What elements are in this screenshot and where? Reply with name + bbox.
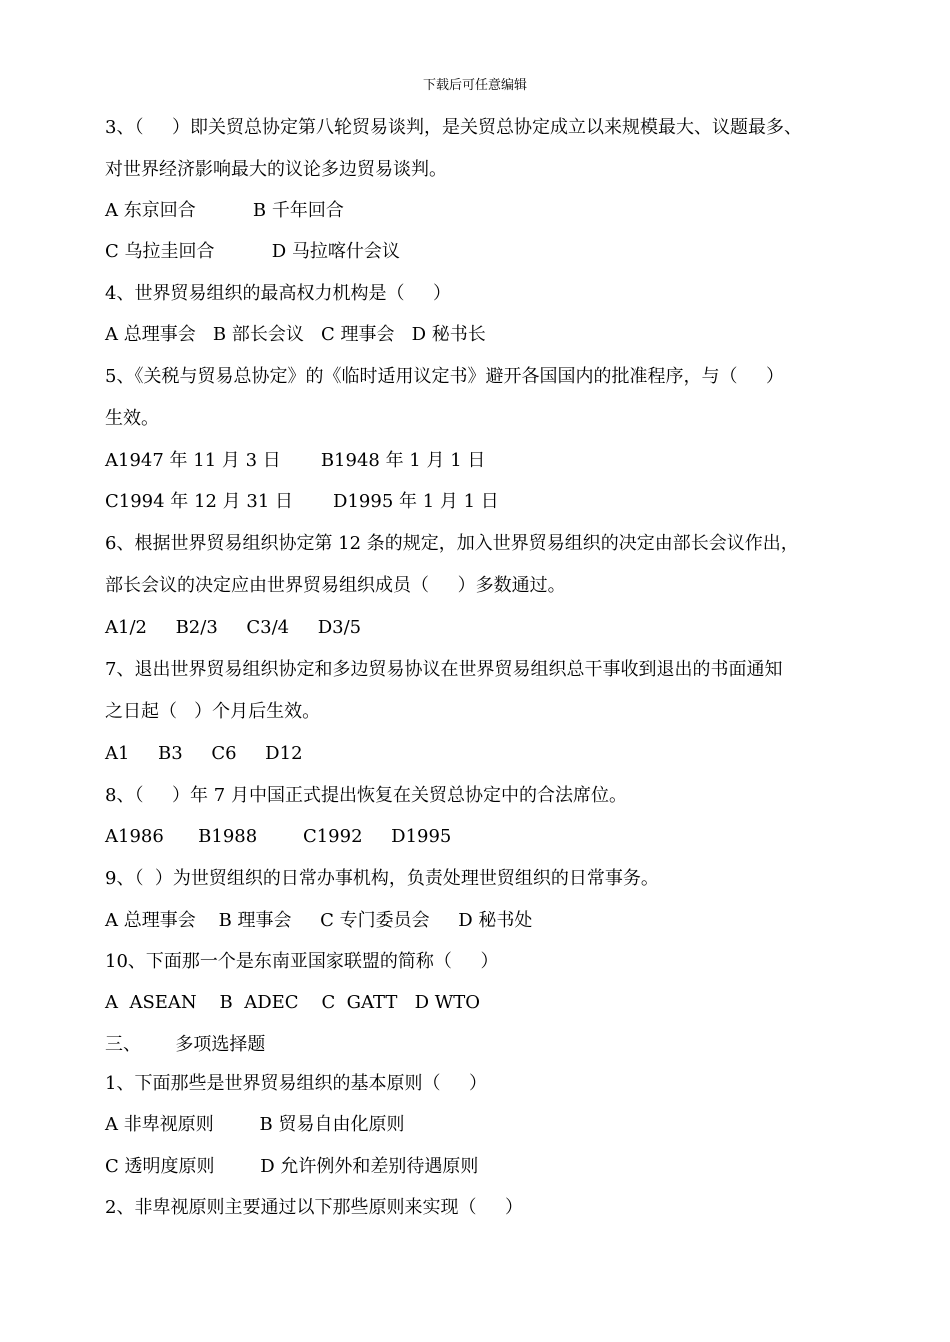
question-4: 4、世界贸易组织的最高权力机构是（ ） bbox=[105, 283, 452, 304]
question-8: 8、（ ）年 7 月中国正式提出恢复在关贸总协定中的合法席位。 bbox=[105, 785, 627, 806]
multi-question-1: 1、下面那些是世界贸易组织的基本原则（ ） bbox=[105, 1073, 488, 1094]
section-heading: 三、 多项选择题 bbox=[105, 1034, 266, 1055]
question-5-line-1: 5、《关税与贸易总协定》的《临时适用议定书》避开各国国内的批准程序，与（ ） bbox=[105, 366, 785, 387]
multi-question-2: 2、非卑视原则主要通过以下那些原则来实现（ ） bbox=[105, 1197, 524, 1218]
question-6-options: A1/2 B2/3 C3/4 D3/5 bbox=[105, 617, 362, 638]
question-3-line-1: 3、（ ）即关贸总协定第八轮贸易谈判，是关贸总协定成立以来规模最大、议题最多、 bbox=[105, 117, 803, 138]
question-7-line-2: 之日起（ ）个月后生效。 bbox=[105, 701, 321, 722]
question-7-line-1: 7、退出世界贸易组织协定和多边贸易协议在世界贸易组织总干事收到退出的书面通知 bbox=[105, 659, 783, 680]
question-5-options-cd: C1994 年 12 月 31 日 D1995 年 1 月 1 日 bbox=[105, 491, 499, 512]
question-7-options: A1 B3 C6 D12 bbox=[105, 743, 303, 764]
question-5-options-ab: A1947 年 11 月 3 日 B1948 年 1 月 1 日 bbox=[105, 450, 486, 471]
question-4-options: A 总理事会 B 部长会议 C 理事会 D 秘书长 bbox=[105, 324, 486, 345]
question-6-line-2: 部长会议的决定应由世界贸易组织成员（ ）多数通过。 bbox=[105, 575, 566, 596]
question-9-options: A 总理事会 B 理事会 C 专门委员会 D 秘书处 bbox=[105, 910, 533, 931]
question-3-line-2: 对世界经济影响最大的议论多边贸易谈判。 bbox=[105, 159, 447, 180]
multi-question-1-options-ab: A 非卑视原则 B 贸易自由化原则 bbox=[105, 1114, 405, 1135]
page-header: 下载后可任意编辑 bbox=[422, 78, 527, 93]
multi-question-1-options-cd: C 透明度原则 D 允许例外和差别待遇原则 bbox=[105, 1156, 479, 1177]
question-3-options-cd: C 乌拉圭回合 D 马拉喀什会议 bbox=[105, 241, 400, 262]
question-6-line-1: 6、根据世界贸易组织协定第 12 条的规定，加入世界贸易组织的决定由部长会议作出， bbox=[105, 533, 799, 554]
question-3-options-ab: A 东京回合 B 千年回合 bbox=[105, 200, 344, 221]
question-10: 10、下面那一个是东南亚国家联盟的简称（ ） bbox=[105, 951, 499, 972]
question-5-line-2: 生效。 bbox=[105, 408, 159, 429]
question-10-options: A ASEAN B ADEC C GATT D WTO bbox=[105, 992, 480, 1013]
question-8-options: A1986 B1988 C1992 D1995 bbox=[105, 826, 452, 847]
question-9: 9、（ ）为世贸组织的日常办事机构，负责处理世贸组织的日常事务。 bbox=[105, 868, 659, 889]
